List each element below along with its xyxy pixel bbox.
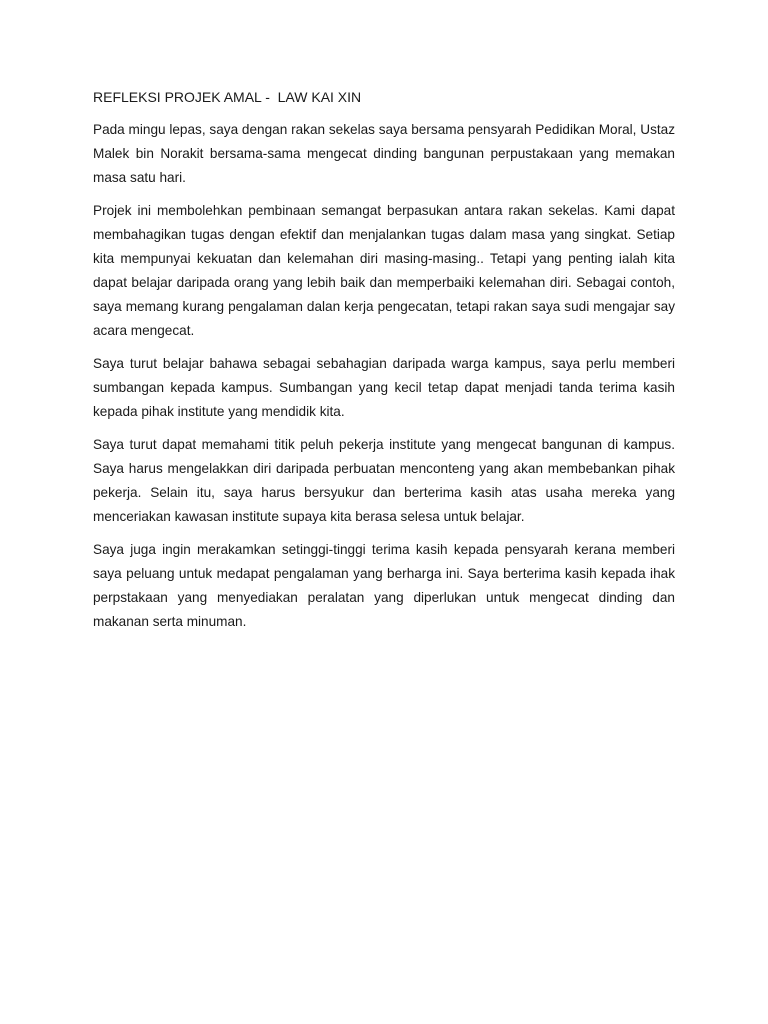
paragraph-1: Pada mingu lepas, saya dengan rakan sekelas saya bersama pensyarah Pedidikan Moral, Ustaz Malek bin Norakit bersama-sama mengecat dinding bangunan perpustakaan yang memakan masa satu hari.	[93, 122, 675, 185]
paragraph-5: Saya juga ingin merakamkan setinggi-tinggi terima kasih kepada pensyarah kerana memberi saya peluang untuk medapat pengalaman yang berharga ini. Saya berterima kasih kepada ihak perpstakaan yang menyediakan peralatan yang diperlukan untuk mengecat dinding dan makanan serta minuman.	[93, 542, 675, 629]
paragraph-2: Projek ini membolehkan pembinaan semangat berpasukan antara rakan sekelas. Kami dapat membahagikan tugas dengan efektif dan menjalankan tugas dalam masa yang singkat. Setiap kita mempunyai kekuatan dan kelemahan diri masing-masing.. Tetapi yang penting ialah kita dapat belajar daripada orang yang lebih baik dan memperbaiki kelemahan diri. Sebagai contoh, saya memang kurang pengalaman dalan kerja pengecatan, tetapi rakan saya sudi mengajar say acara mengecat.	[93, 203, 675, 338]
document-body	[93, 86, 675, 643]
paragraph-3: Saya turut belajar bahawa sebagai sebahagian daripada warga kampus, saya perlu memberi sumbangan kepada kampus. Sumbangan yang kecil tetap dapat menjadi tanda terima kasih kepada pihak institute yang mendidik kita.	[93, 356, 675, 419]
document-title: REFLEKSI PROJEK AMAL - LAW KAI XIN	[93, 89, 362, 105]
paragraph-4: Saya turut dapat memahami titik peluh pekerja institute yang mengecat bangunan di kampus. Saya harus mengelakkan diri daripada perbuatan menconteng yang akan membebankan pihak pekerja. Selain itu, saya harus bersyukur dan berterima kasih atas usaha mereka yang menceriakan kawasan institute supaya kita berasa selesa untuk belajar.	[93, 437, 675, 524]
